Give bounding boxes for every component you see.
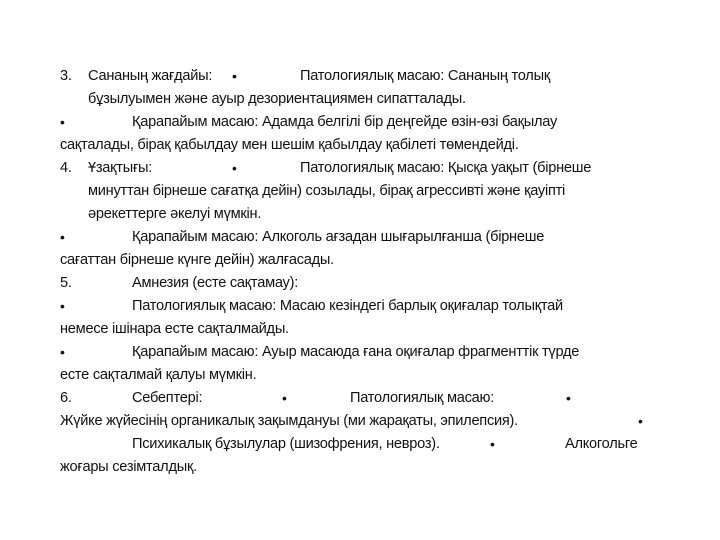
text-line: Патологиялық масаю:	[350, 390, 495, 406]
bullet-icon: •	[638, 413, 643, 429]
bullet-icon: •	[60, 229, 65, 245]
item-label: Сананың жағдайы:	[88, 68, 213, 84]
text-line: есте сақталмай қалуы мүмкін.	[60, 367, 257, 383]
text-line: сақталады, бірақ қабылдау мен шешім қабылдау қабілеті төмендейді.	[60, 137, 519, 153]
item-label: Амнезия (есте сақтамау):	[132, 275, 299, 291]
text-line: жоғары сезімталдық.	[60, 459, 197, 475]
text-line: Қарапайым масаю: Адамда белгілі бір деңгейде өзін-өзі бақылау	[132, 114, 558, 130]
item-number: 3.	[60, 68, 72, 84]
bullet-icon: •	[232, 68, 237, 84]
text-line: Патологиялық масаю: Сананың толық	[300, 68, 550, 84]
text-line: әрекеттерге әкелуі мүмкін.	[88, 206, 262, 222]
item-number: 6.	[60, 390, 72, 406]
text-line: Жүйке жүйесінің органикалық зақымдануы (ми жарақаты, эпилепсия).	[60, 413, 518, 429]
text-line: бұзылуымен және ауыр дезориентациямен сипатталады.	[88, 91, 466, 107]
bullet-icon: •	[282, 390, 287, 406]
text-line: Алкогольге	[565, 436, 638, 452]
text-line: минуттан бірнеше сағатқа дейін) созылады, бірақ агрессивті және қауіпті	[88, 183, 566, 199]
text-line: сағаттан бірнеше күнге дейін) жалғасады.	[60, 252, 334, 268]
item-number: 5.	[60, 275, 72, 291]
item-label: Ұзақтығы:	[88, 160, 153, 176]
text-line: немесе ішінара есте сақталмайды.	[60, 321, 289, 337]
bullet-icon: •	[60, 344, 65, 360]
item-number: 4.	[60, 160, 72, 176]
text-line: Қарапайым масаю: Ауыр масаюда ғана оқиғалар фрагменттік түрде	[132, 344, 580, 360]
bullet-icon: •	[490, 436, 495, 452]
text-line: Патологиялық масаю: Масаю кезіндегі барлық оқиғалар толықтай	[132, 298, 563, 314]
text-line: Психикалық бұзылулар (шизофрения, невроз).	[132, 436, 440, 452]
text-line: Қарапайым масаю: Алкоголь ағзадан шығарылғанша (бірнеше	[132, 229, 545, 245]
text-line: Патологиялық масаю: Қысқа уақыт (бірнеше	[300, 160, 592, 176]
bullet-icon: •	[232, 160, 237, 176]
bullet-icon: •	[60, 114, 65, 130]
bullet-icon: •	[566, 390, 571, 406]
item-label: Себептері:	[132, 390, 203, 406]
bullet-icon: •	[60, 298, 65, 314]
